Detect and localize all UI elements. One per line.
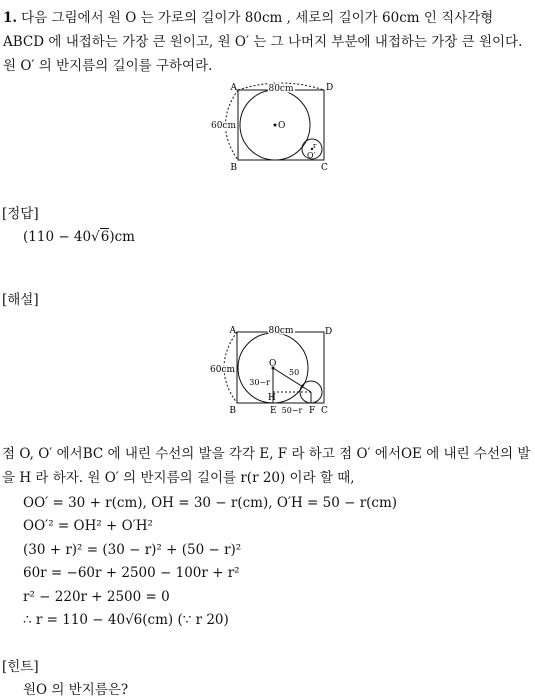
label-B: B [229, 406, 236, 416]
equation-line: OO′ = 30 + r(cm), OH = 30 − r(cm), O′H = 50 − r(cm) [23, 495, 398, 511]
label-D: D [325, 327, 333, 337]
problem-number: 1. [3, 10, 18, 26]
figure-solution-diagram [203, 325, 333, 424]
label-50-minus-r: 50−r [281, 406, 303, 415]
problem-body: 다음 그림에서 원 O 는 가로의 길이가 80cm , 세로의 길이가 60cm 인 직사각형 ABCD 에 내접하는 가장 큰 원이고, 원 O′ 는 그 나머지 부분에 내접하는 가장 큰 원이다. 원 O′ 의 반지름의 길이를 구하여라. [3, 10, 523, 74]
label-B: B [230, 163, 237, 173]
label-C: C [321, 163, 328, 173]
label-D: D [326, 83, 334, 93]
label-O: O [269, 359, 277, 369]
label-left-length: 60cm [209, 365, 235, 375]
hint-heading: [힌트] [2, 659, 39, 675]
label-O: O [278, 121, 286, 131]
equation-line: r² − 220r + 2500 = 0 [23, 588, 170, 605]
label-A: A [230, 83, 237, 93]
equation-list [23, 492, 397, 632]
answer-value: (110 − 40√6)cm [23, 229, 135, 245]
label-O-prime: O′ [307, 151, 316, 160]
label-H: H [268, 393, 276, 403]
label-E: E [270, 406, 277, 416]
explanation-text: 점 O, O′ 에서BC 에 내린 수선의 발을 각각 E, F 라 하고 점 O′ 에서OE 에 내린 수선의 발을 H 라 하자. 원 O′ 의 반지름의 길이를 r(r 20) 이라 할 때, [2, 446, 531, 486]
label-A: A [229, 326, 236, 336]
answer-heading: [정답] [2, 206, 39, 222]
label-top-length: 80cm [268, 84, 294, 94]
equation-line: OO′² = OH² + O′H² [23, 518, 153, 535]
label-left-length: 60cm [210, 121, 236, 131]
figure-rectangle-circles [205, 82, 335, 181]
equation-line: (30 + r)² = (30 − r)² + (50 − r)² [23, 541, 242, 558]
label-30-minus-r: 30−r [249, 378, 270, 387]
equation-line: 60r = −60r + 2500 − 100r + r² [23, 565, 240, 582]
label-50: 50 [289, 368, 300, 377]
problem-text [3, 6, 531, 78]
label-F: F [309, 406, 316, 416]
label-r: r [313, 142, 317, 150]
label-C: C [321, 406, 328, 416]
label-top-length: 80cm [268, 326, 294, 336]
hint-text: 원O 의 반지름은? [23, 682, 129, 698]
solution-heading: [해설] [2, 292, 39, 308]
equation-line: ∴ r = 110 − 40√6(cm) (∵ r 20) [23, 612, 229, 629]
